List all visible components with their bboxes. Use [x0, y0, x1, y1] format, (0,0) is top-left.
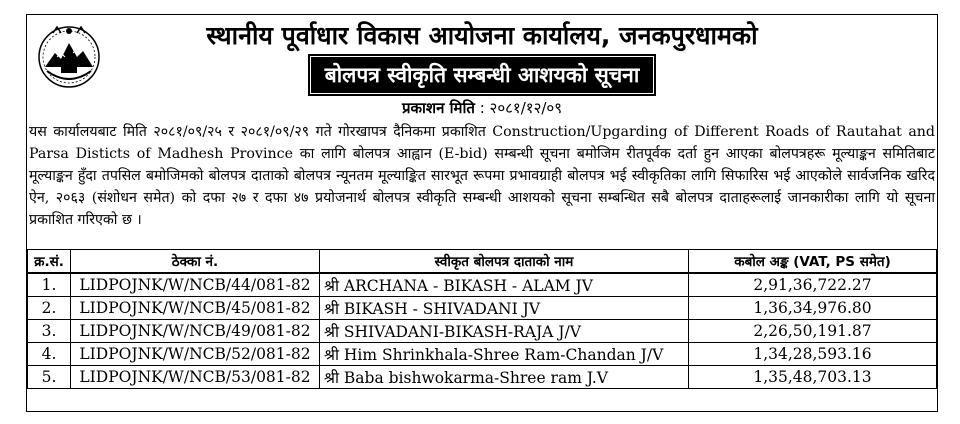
cell-serial: 5. — [28, 366, 71, 389]
header-amount: कबोल अङ्क (VAT, PS समेत) — [689, 250, 937, 274]
publication-date-label: प्रकाशन मिति — [401, 99, 475, 117]
public-notice — [26, 14, 938, 412]
table-row — [28, 343, 937, 366]
cell-bidder: श्री BIKASH - SHIVADANI JV — [320, 297, 689, 320]
cell-amount: 2,26,50,191.87 — [689, 320, 937, 343]
cell-contract-no: LIDPOJNK/W/NCB/49/081-82 — [71, 320, 320, 343]
table-row — [28, 320, 937, 343]
cell-contract-no: LIDPOJNK/W/NCB/53/081-82 — [71, 366, 320, 389]
publication-date-line — [27, 97, 937, 119]
publication-date-value: : २०८१/१२/०९ — [479, 99, 563, 117]
header-contract-no: ठेक्का नं. — [71, 250, 320, 274]
table-row — [28, 297, 937, 320]
table-row — [28, 273, 937, 297]
header-bidder: स्वीकृत बोलपत्र दाताको नाम — [320, 250, 689, 274]
cell-contract-no: LIDPOJNK/W/NCB/44/081-82 — [71, 273, 320, 297]
cell-bidder: श्री SHIVADANI-BIKASH-RAJA J/V — [320, 320, 689, 343]
award-table — [27, 249, 937, 389]
table-row — [28, 366, 937, 389]
cell-contract-no: LIDPOJNK/W/NCB/45/081-82 — [71, 297, 320, 320]
cell-bidder: श्री ARCHANA - BIKASH - ALAM JV — [320, 273, 689, 297]
cell-serial: 3. — [28, 320, 71, 343]
cell-contract-no: LIDPOJNK/W/NCB/52/081-82 — [71, 343, 320, 366]
cell-bidder: श्री Baba bishwokarma-Shree ram J.V — [320, 366, 689, 389]
cell-serial: 1. — [28, 273, 71, 297]
cell-serial: 2. — [28, 297, 71, 320]
notice-subtitle: बोलपत्र स्वीकृति सम्बन्धी आशयको सूचना — [311, 57, 654, 93]
office-title: स्थानीय पूर्वाधार विकास आयोजना कार्यालय, जनकपुरधामको — [206, 21, 758, 50]
notice-body: यस कार्यालयबाट मिति २०८१/०९/२५ र २०८१/०९/२९ गते गोरखापत्र दैनिकमा प्रकाशित Construction/Upgarding of Different Roads of Rautahat and Parsa Disticts of Madhesh Province का लागि बोलपत्र आह्वान (E-bid) सम्बन्धी सूचना बमोजिम रीतपूर्वक दर्ता हुन आएका बोलपत्रहरू मूल्याङ्कन समितिबाट मूल्याङ्कन हुँदा तपसिल बमोजिमको बोलपत्र दाताको बोलपत्र न्यूनतम मूल्याङ्कित सारभूत रूपमा प्रभावग्राही बोलपत्र भई स्वीकृतिका लागि सिफारिस भई आएकोले सार्वजनिक खरिद ऐन, २०६३ (संशोधन समेत) को दफा २७ र दफा ४७ प्रयोजनार्थ बोलपत्र स्वीकृति सम्बन्धी आशयको सूचना सम्बन्धित सबै बोलपत्र दाताहरूलाई जानकारीका लागि यो सूचना प्रकाशित गरिएको छ । — [29, 124, 935, 228]
header-serial: क्र.सं. — [28, 250, 71, 274]
table-header-row — [28, 250, 937, 274]
cell-bidder: श्री Him Shrinkhala-Shree Ram-Chandan J/V — [320, 343, 689, 366]
cell-amount: 2,91,36,722.27 — [689, 273, 937, 297]
cell-amount: 1,35,48,703.13 — [689, 366, 937, 389]
cell-amount: 1,36,34,976.80 — [689, 297, 937, 320]
cell-amount: 1,34,28,593.16 — [689, 343, 937, 366]
cell-serial: 4. — [28, 343, 71, 366]
notice-subtitle-wrap — [27, 57, 937, 93]
